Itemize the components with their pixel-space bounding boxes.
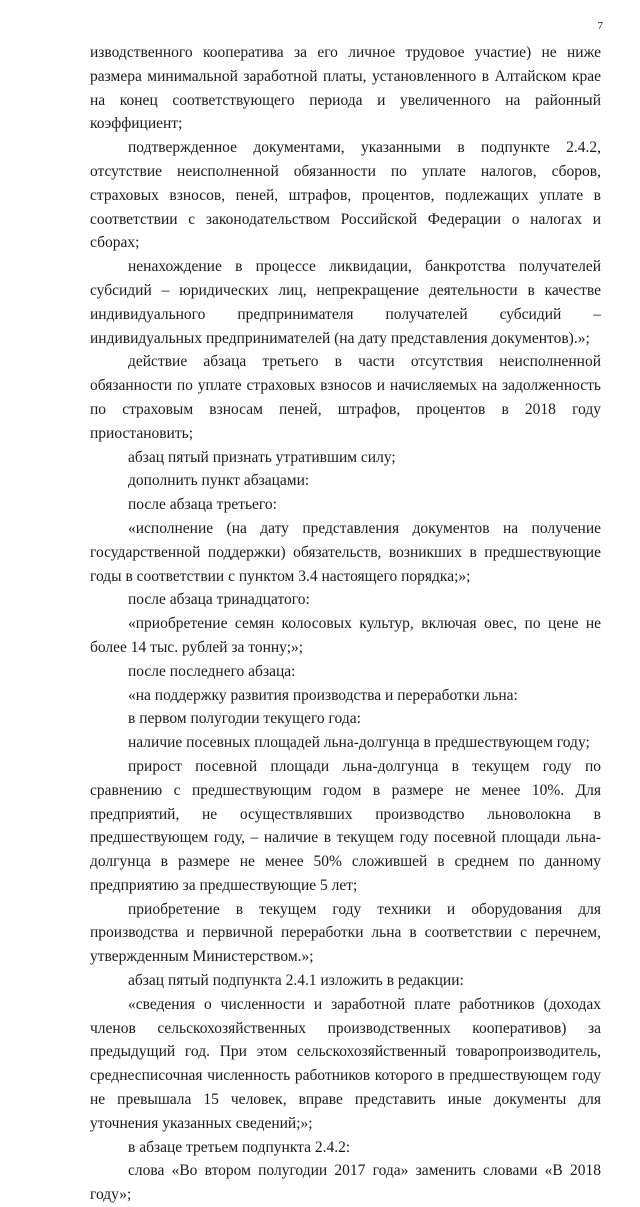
paragraph: действие абзаца третьего в части отсутствия неисполненной обязанности по уплате страховых взносов и начисляемых на задолженность по страховым взносам пеней, штрафов, процентов в 2018 году приостановить; <box>90 353 601 442</box>
document-body <box>90 41 601 1207</box>
paragraph: после абзаца тринадцатого: <box>128 591 310 609</box>
paragraph: подтвержденное документами, указанными в подпункте 2.4.2, отсутствие неисполненной обязанности по уплате налогов, сборов, страховых взносов, пеней, штрафов, процентов, подлежащих уплате в соответствии с законодательством Российской Федерации о налогах и сборах; <box>90 139 601 252</box>
paragraph: в первом полугодии текущего года: <box>128 710 361 728</box>
paragraph: слова «Во втором полугодии 2017 года» заменить словами «В 2018 году»; <box>90 1162 601 1204</box>
paragraph: наличие посевных площадей льна-долгунца в предшествующем году; <box>128 734 590 752</box>
paragraph: после последнего абзаца: <box>128 662 296 680</box>
paragraph: «сведения о численности и заработной плате работников (доходах членов сельскохозяйственных производственных кооперативов) за предыдущий год. При этом сельскохозяйственный товаропроизводитель, среднесписочная численность работников которого в предшествующем году не превышала 15 человек, вправе представить иные документы для уточнения указанных сведений;»; <box>90 995 601 1132</box>
paragraph: «приобретение семян колосовых культур, включая овес, по цене не более 14 тыс. рублей за тонну;»; <box>90 615 601 656</box>
paragraph: ненахождение в процессе ликвидации, банкротства получателей субсидий – юридических лиц, непрекращение деятельности в качестве индивидуального предпринимателя получателей субсидий – индивидуальных предпринимателей (на дату представления документов).»; <box>90 258 601 347</box>
paragraph: дополнить пункт абзацами: <box>128 472 310 490</box>
paragraph: абзац пятый подпункта 2.4.1 изложить в редакции: <box>128 972 464 990</box>
paragraph: прирост посевной площади льна-долгунца в текущем году по сравнению с предшествующим годом в размере не менее 10%. Для предприятий, не осуществлявших производство льноволокна в предшествующем году, – наличие в текущем году посевной площади льна-долгунца в размере не менее 50% сложившей в среднем по данному предприятию за предшествующие 5 лет; <box>90 757 601 894</box>
paragraph: в абзаце третьем подпункта 2.4.2: <box>128 1138 351 1156</box>
paragraph: приобретение в текущем году техники и оборудования для производства и первичной переработки льна в соответствии с перечнем, утвержденным Министерством.»; <box>90 900 601 966</box>
paragraph-continuation: изводственного кооператива за его личное трудовое участие) не ниже размера минимальной заработной платы, установленного в Алтайском крае на конец соответствующего периода и увеличенного на районный коэффициент; <box>90 44 601 133</box>
paragraph: абзац пятый признать утратившим силу; <box>128 448 396 466</box>
page-number: 7 <box>597 20 603 32</box>
paragraph: «исполнение (на дату представления документов на получение государственной поддержки) обязательств, возникших в предшествующие годы в соответствии с пунктом 3.4 настоящего порядка;»; <box>90 519 601 585</box>
paragraph: «на поддержку развития производства и переработки льна: <box>128 686 518 704</box>
paragraph: после абзаца третьего: <box>128 496 277 514</box>
